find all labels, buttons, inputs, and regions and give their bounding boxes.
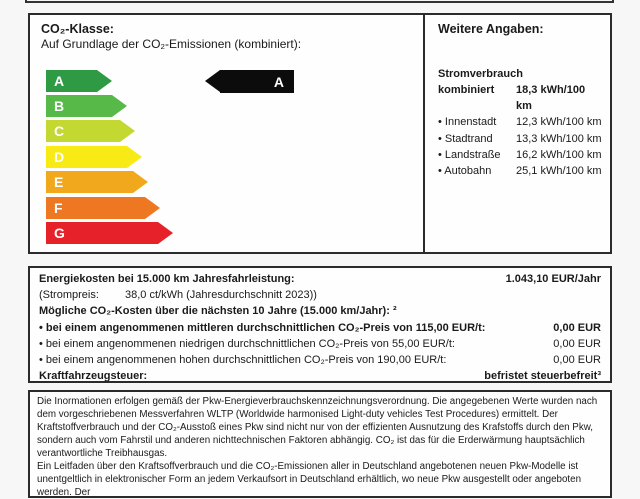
rating-letter: A [273,73,284,90]
legal-text-line: verantwortliche Treibhausgas. [37,448,168,459]
legal-text-line: Kraftstoffverbrauch und der CO₂-Ausstoß eines Pkw sind nicht nur von der effizienten Ausnutzung des Krafstoffs durch den Pkw, [37,422,593,433]
weitere-angaben-panel [427,15,610,252]
efficiency-arrow-e [46,171,133,193]
stromverbrauch-heading: Stromverbrauch [438,68,523,80]
efficiency-arrow-a [46,70,97,92]
rating-arrow-tip [205,70,220,92]
cost-row-strompreis: (Strompreis: 38,0 ct/kWh (Jahresdurchschnitt 2023)) [39,289,317,302]
cost-row-hoher-preis: • bei einem angenommenen hohen durchschnittlichen CO₂-Preis von 190,00 EUR/t: 0,00 EUR [39,354,601,367]
energy-costs-section [28,266,612,383]
legal-text-line: unentgeltlich in elektronischer Form an jedem Verkaufsort in Deutschland erhältlich, wo neue Pkw ausgestellt oder angeboten werden. Der [37,474,582,498]
consumption-row: • Innenstadt 12,3 kWh/100 km [438,116,602,129]
cost-row-energiekosten: Energiekosten bei 15.000 km Jahresfahrleistung: 1.043,10 EUR/Jahr [39,273,601,285]
efficiency-arrow-f [46,197,145,219]
consumption-row: kombiniert 18,3 kWh/100 km [438,84,586,113]
stromverbrauch-table [438,67,604,179]
weitere-angaben-title: Weitere Angaben: [438,22,544,36]
efficiency-arrow-d [46,146,127,168]
co2-class-header [41,22,301,52]
efficiency-arrow-g [46,222,158,244]
class-letter: F [54,200,63,216]
efficiency-arrow-c [46,120,120,142]
co2-class-panel [30,15,425,252]
consumption-row: • Landstraße 16,2 kWh/100 km [438,148,602,161]
class-letter: C [54,123,65,139]
class-letter: G [54,225,65,241]
class-letter: B [54,98,65,114]
class-letter: A [54,73,65,89]
legal-text-line: Die Inormationen erfolgen gemäß der Pkw-Energieverbrauchskennzeichnungsverordnung. Die angegebenen Werte wurden nach [37,396,598,407]
cost-row-mittlerer-preis: • bei einem angenommenen mittleren durchschnittlichen CO₂-Preis von 115,00 EUR/t: 0,00 EUR [39,321,601,334]
class-letter: D [54,149,65,165]
vehicle-rating-arrow [205,70,294,93]
legal-text-line: dem vorgeschriebenen Messverfahren WLTP (Worldwide harmonised Light-duty vehicles Test Procedures) ermittelt. Der [37,409,558,420]
cropped-previous-section-border [25,0,614,3]
legal-text-line: sondern auch vom Fahrstil und anderen nichttechnischen Faktoren abhängig. CO₂ ist das für die Erderwärmung hauptsächlich [37,435,585,446]
class-letter: E [54,174,64,190]
co2-class-subtitle: Auf Grundlage der CO₂-Emissionen (kombiniert): [41,37,302,51]
consumption-row: • Stadtrand 13,3 kWh/100 km [438,132,602,145]
cost-row-kraftfahrzeugsteuer: Kraftfahrzeugsteuer: befristet steuerbefreit³ [39,370,601,383]
consumption-row: • Autobahn 25,1 kWh/100 km [438,165,602,178]
cost-row-niedriger-preis: • bei einem angenommenen niedrigen durchschnittlichen CO₂-Preis von 55,00 EUR/t: 0,00 EUR [39,337,601,350]
cost-row-co2-kosten-heading: Mögliche CO₂-Kosten über die nächsten 10 Jahre (15.000 km/Jahr): ² [39,305,397,318]
co2-class-title: CO₂-Klasse: [41,22,114,36]
legal-text-line: Ein Leitfaden über den Kraftsoffverbrauch und die CO₂-Emissionen aller in Deutschland angebotenen neuen Pkw-Modelle ist [37,461,579,472]
legal-information-section [28,390,612,498]
co2-label-top-section [28,13,612,254]
efficiency-arrow-b [46,95,112,117]
